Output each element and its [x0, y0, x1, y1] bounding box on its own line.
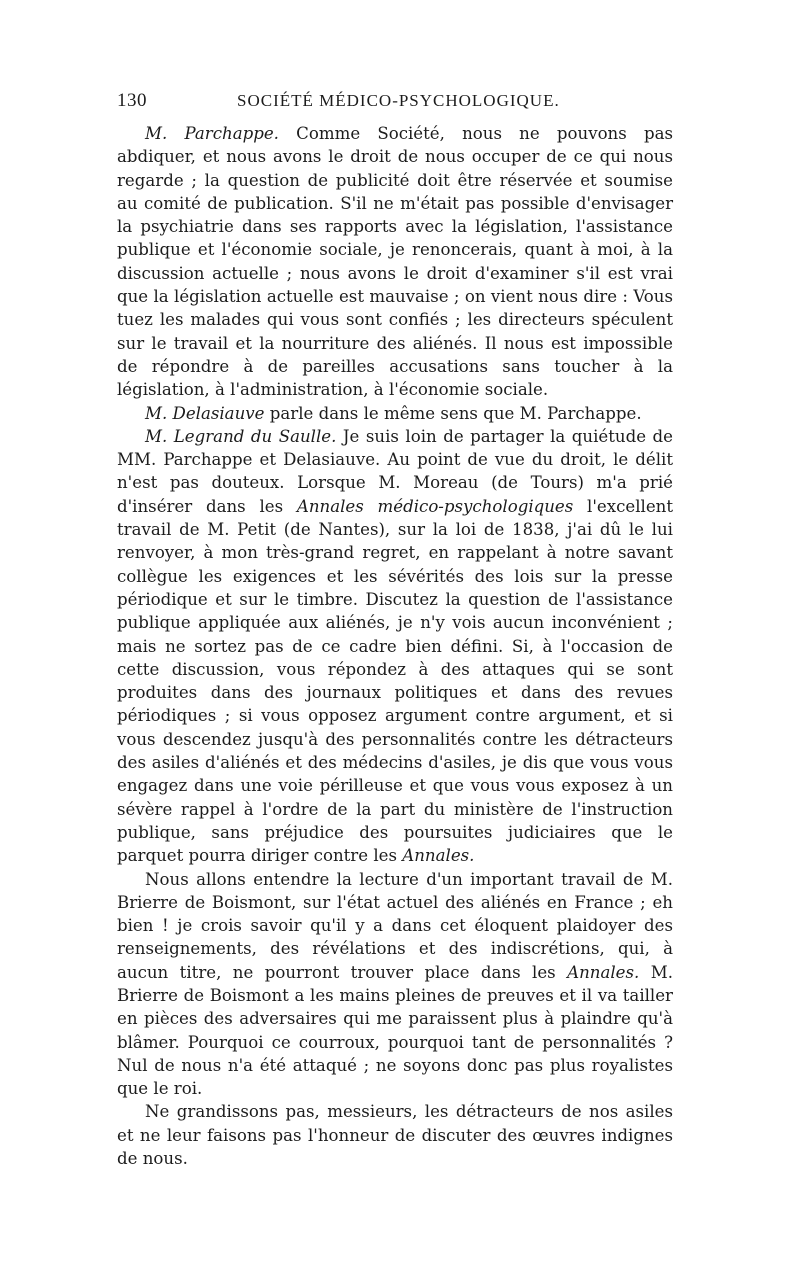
running-header [117, 90, 673, 114]
text-run: l'excellent travail de M. Petit (de Nantes), sur la loi de 1838, j'ai dû le lui renvoyer, à mon très-grand regret, en rappelant à notre savant collègue les exigences et les sévérités des lois sur la presse périodique et sur le timbre. Discutez la question de l'assistance publique appliquée aux aliénés, je n'y vois aucun inconvénient ; mais ne sortez pas de ce cadre bien défini. Si, à l'occasion de cette discussion, vous répondez à des attaques qui se sont produites dans des journaux politiques et dans des revues périodiques ; si vous opposez argument contre argument, et si vous descendez jusqu'à des personnalités contre les détracteurs des asiles d'aliénés et des médecins d'asiles, je dis que vous vous engagez dans une voie périlleuse et que vous vous exposez à un sévère rappel à l'ordre de la part du ministère de l'instruction publique, sans préjudice des poursuites judiciaires que le parquet pourra diriger contre les [117, 496, 674, 866]
text-run: Nous allons entendre la lecture d'un important travail de M. Brierre de Boismont, sur l'état actuel des aliénés en France ; eh bien ! je crois savoir qu'il y a dans cet éloquent plaidoyer des renseignements, des révélations et des indiscrétions, qui, à aucun titre, ne pourront trouver place dans les [117, 869, 673, 982]
text-run: Comme Société, nous ne pouvons pas abdiquer, et nous avons le droit de nous occuper de ce qui nous regarde ; la question de publicité doit être réservée et soumise au comité de publication. S'il ne m'était pas possible d'envisager la psychiatrie dans ses rapports avec la législation, l'assistance publique et l'économie sociale, je renoncerais, quant à moi, à la discussion actuelle ; nous avons le droit d'examiner s'il est vrai que la législation actuelle est mauvaise ; on vient nous dire : Vous tuez les malades qui vous sont confiés ; les directeurs spéculent sur le travail et la nourriture des aliénés. Il nous est impossible de répondre à de pareilles accusations sans toucher à la législation, à l'administration, à l'économie sociale. [117, 124, 673, 400]
text-run: parle dans le même sens que M. Parchappe. [269, 403, 642, 423]
paragraph [117, 402, 673, 425]
italic-title: Annales médico-psychologiques [296, 496, 574, 516]
page-body [117, 122, 673, 1170]
paragraph [117, 1100, 673, 1170]
speaker-name: M. Delasiauve [145, 403, 265, 423]
speaker-name: M. Legrand du Saulle. [145, 426, 337, 446]
text-run: Je suis loin de partager la quiétude de MM. Parchappe et Delasiauve. Au point de vue du droit, le délit n'est pas douteux. Lorsque M. Moreau (de Tours) m'a prié d'insérer dans les [117, 426, 673, 516]
page [117, 90, 673, 1170]
speaker-name: M. Parchappe. [145, 124, 279, 143]
paragraph [117, 122, 673, 402]
italic-title: Annales. [567, 962, 640, 982]
text-run: Ne grandissons pas, messieurs, les détracteurs de nos asiles et ne leur faisons pas l'honneur de discuter des œuvres indignes de nous. [117, 1102, 673, 1169]
paragraph [117, 425, 673, 868]
running-title: SOCIÉTÉ MÉDICO-PSYCHOLOGIQUE. [237, 91, 560, 110]
paragraph [117, 868, 673, 1101]
text-run: M. Brierre de Boismont a les mains pleines de preuves et il va tailler en pièces des adversaires qui me paraissent plus à plaindre qu'à blâmer. Pourquoi ce courroux, pourquoi tant de personnalités ? Nul de nous n'a été attaqué ; ne soyons donc pas plus royalistes que le roi. [117, 962, 673, 1099]
page-number: 130 [117, 90, 147, 111]
italic-title: Annales. [402, 846, 475, 866]
